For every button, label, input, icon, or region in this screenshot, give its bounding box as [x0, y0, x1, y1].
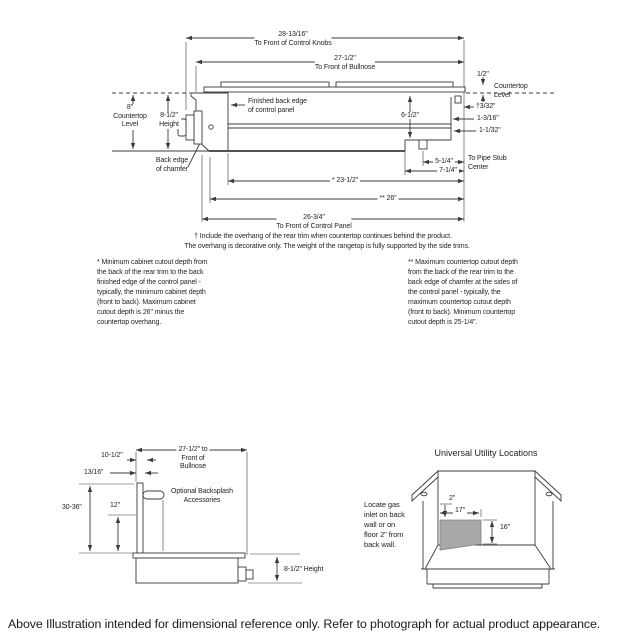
- dim-8-1-2-height: 8-1/2" Height: [284, 566, 324, 573]
- gas-note-line5: back wall.: [364, 540, 396, 549]
- dim-27-1-2-caption: To Front of Bullnose: [314, 63, 376, 71]
- dim-2: 2": [449, 495, 456, 502]
- gas-note-line3: wall or on: [364, 520, 396, 529]
- dim-12: 12": [110, 502, 120, 509]
- countertop-level-right-line2: Level: [494, 91, 511, 99]
- countertop-level-left-label: [111, 104, 149, 130]
- dim-26-3-4: [276, 214, 351, 231]
- countertop-left-line2: Countertop: [113, 112, 147, 120]
- dim-6-1-2-value: 6-1/2": [401, 112, 419, 119]
- dim-10-1-2: 10-1/2": [101, 452, 123, 459]
- finished-back-edge-label: [248, 98, 307, 115]
- pipe-stub-line2: Center: [468, 163, 489, 171]
- dim-6-1-2: [399, 112, 421, 121]
- utility-locations-cabinet-linework: [412, 471, 561, 588]
- dim-28-13-16-caption: To Front of Control Knobs: [254, 39, 332, 47]
- dim-27-1-2-value: 27-1/2": [315, 55, 375, 64]
- dim-26-3-4-value: 26-3/4": [276, 214, 351, 223]
- finished-back-edge-line1: Finished back edge: [248, 98, 307, 105]
- gas-inlet-zone: [440, 520, 481, 550]
- dim-13-16: 13/16": [84, 469, 104, 476]
- footnote-min-cutout: * Minimum cabinet cutout depth from the back of the rear trim to the back finished edge of the control panel - typically, the minimum cabinet depth (front to back). Maximum cabinet cutout depth is 26" minus the countertop overhang.: [97, 259, 208, 326]
- dim-30-36: 30-36": [62, 504, 82, 511]
- optional-backsplash-label: [171, 488, 233, 505]
- back-edge-line2: of chamfer: [155, 165, 189, 173]
- dim-17-value: 17": [455, 507, 465, 514]
- dim-27b-line1: 27-1/2" to: [178, 446, 208, 453]
- dim-28-13-16-value: 28-13/16": [254, 31, 331, 40]
- dim-23-1-2: [330, 177, 360, 186]
- height-8-1-2-label: [157, 112, 181, 129]
- back-edge-line1: Back edge: [155, 157, 189, 164]
- dim-28-13-16: [254, 31, 331, 48]
- gas-note-line2: inlet on back: [364, 510, 405, 519]
- footnote-max-cutout: ** Maximum countertop cutout depth from the back of the rear trim to the back edge of chamfer at the sides of the control panel - typically, the maximum countertop cutout depth (front to back). Minimum countertop cutout depth is 25-1/4".: [408, 259, 518, 326]
- dim-27-1-2: [315, 55, 375, 72]
- dim-5-1-4: [433, 158, 455, 167]
- back-edge-chamfer-label: [156, 157, 188, 174]
- countertop-left-line1: 8": [126, 104, 134, 111]
- backsplash-line2: Accessories: [183, 496, 221, 504]
- dim-1-1-32: 1-1/32": [479, 127, 501, 134]
- dim-23-1-2-value: * 23-1/2": [331, 177, 359, 184]
- dim-27-1-2-bullnose: [176, 446, 209, 472]
- utility-locations-title: Universal Utility Locations: [434, 448, 538, 458]
- dim-5-1-4-value: 5-1/4": [435, 158, 453, 165]
- dim-7-1-4: [437, 167, 459, 176]
- gas-note-line1: Locate gas: [364, 500, 400, 509]
- gas-note-line4: floor 2" from: [364, 530, 404, 539]
- dim-26-value: ** 26": [379, 195, 397, 202]
- height-8-1-2-line2: Height: [159, 120, 179, 128]
- finished-back-edge-line2: of control panel: [248, 106, 295, 114]
- pipe-stub-label: [468, 155, 507, 172]
- dim-27b-line3: Bullnose: [179, 463, 207, 471]
- height-8-1-2-line1: 8-1/2": [160, 112, 178, 119]
- gas-inlet-note: [364, 500, 405, 550]
- dim-half-inch: 1/2": [477, 71, 489, 78]
- dim-7-1-4-value: 7-1/4": [439, 167, 457, 174]
- countertop-level-right-line1: Countertop: [494, 83, 528, 90]
- backsplash-line1: Optional Backsplash: [171, 488, 233, 495]
- dim-26-3-4-caption: To Front of Control Panel: [276, 222, 352, 230]
- dim-17: [453, 507, 467, 516]
- dim-27b-line2: Front of: [181, 454, 205, 462]
- dagger-note-line1: † Include the overhang of the rear trim when countertop continues behind the product.: [194, 233, 452, 240]
- dagger-note-line2: The overhang is decorative only. The weight of the rangetop is fully supported by the side trims.: [184, 243, 470, 250]
- dim-3-32: †3/32": [476, 103, 496, 110]
- dim-16: 16": [500, 524, 510, 531]
- dim-1-3-16: 1-3/16": [477, 115, 499, 122]
- countertop-level-right-label: [494, 83, 528, 100]
- reference-caption: Above Illustration intended for dimensional reference only. Refer to photograph for actual product appearance.: [8, 617, 601, 631]
- pipe-stub-line1: To Pipe Stub: [468, 155, 507, 162]
- dim-26: [377, 195, 398, 204]
- countertop-left-line3: Level: [121, 121, 139, 129]
